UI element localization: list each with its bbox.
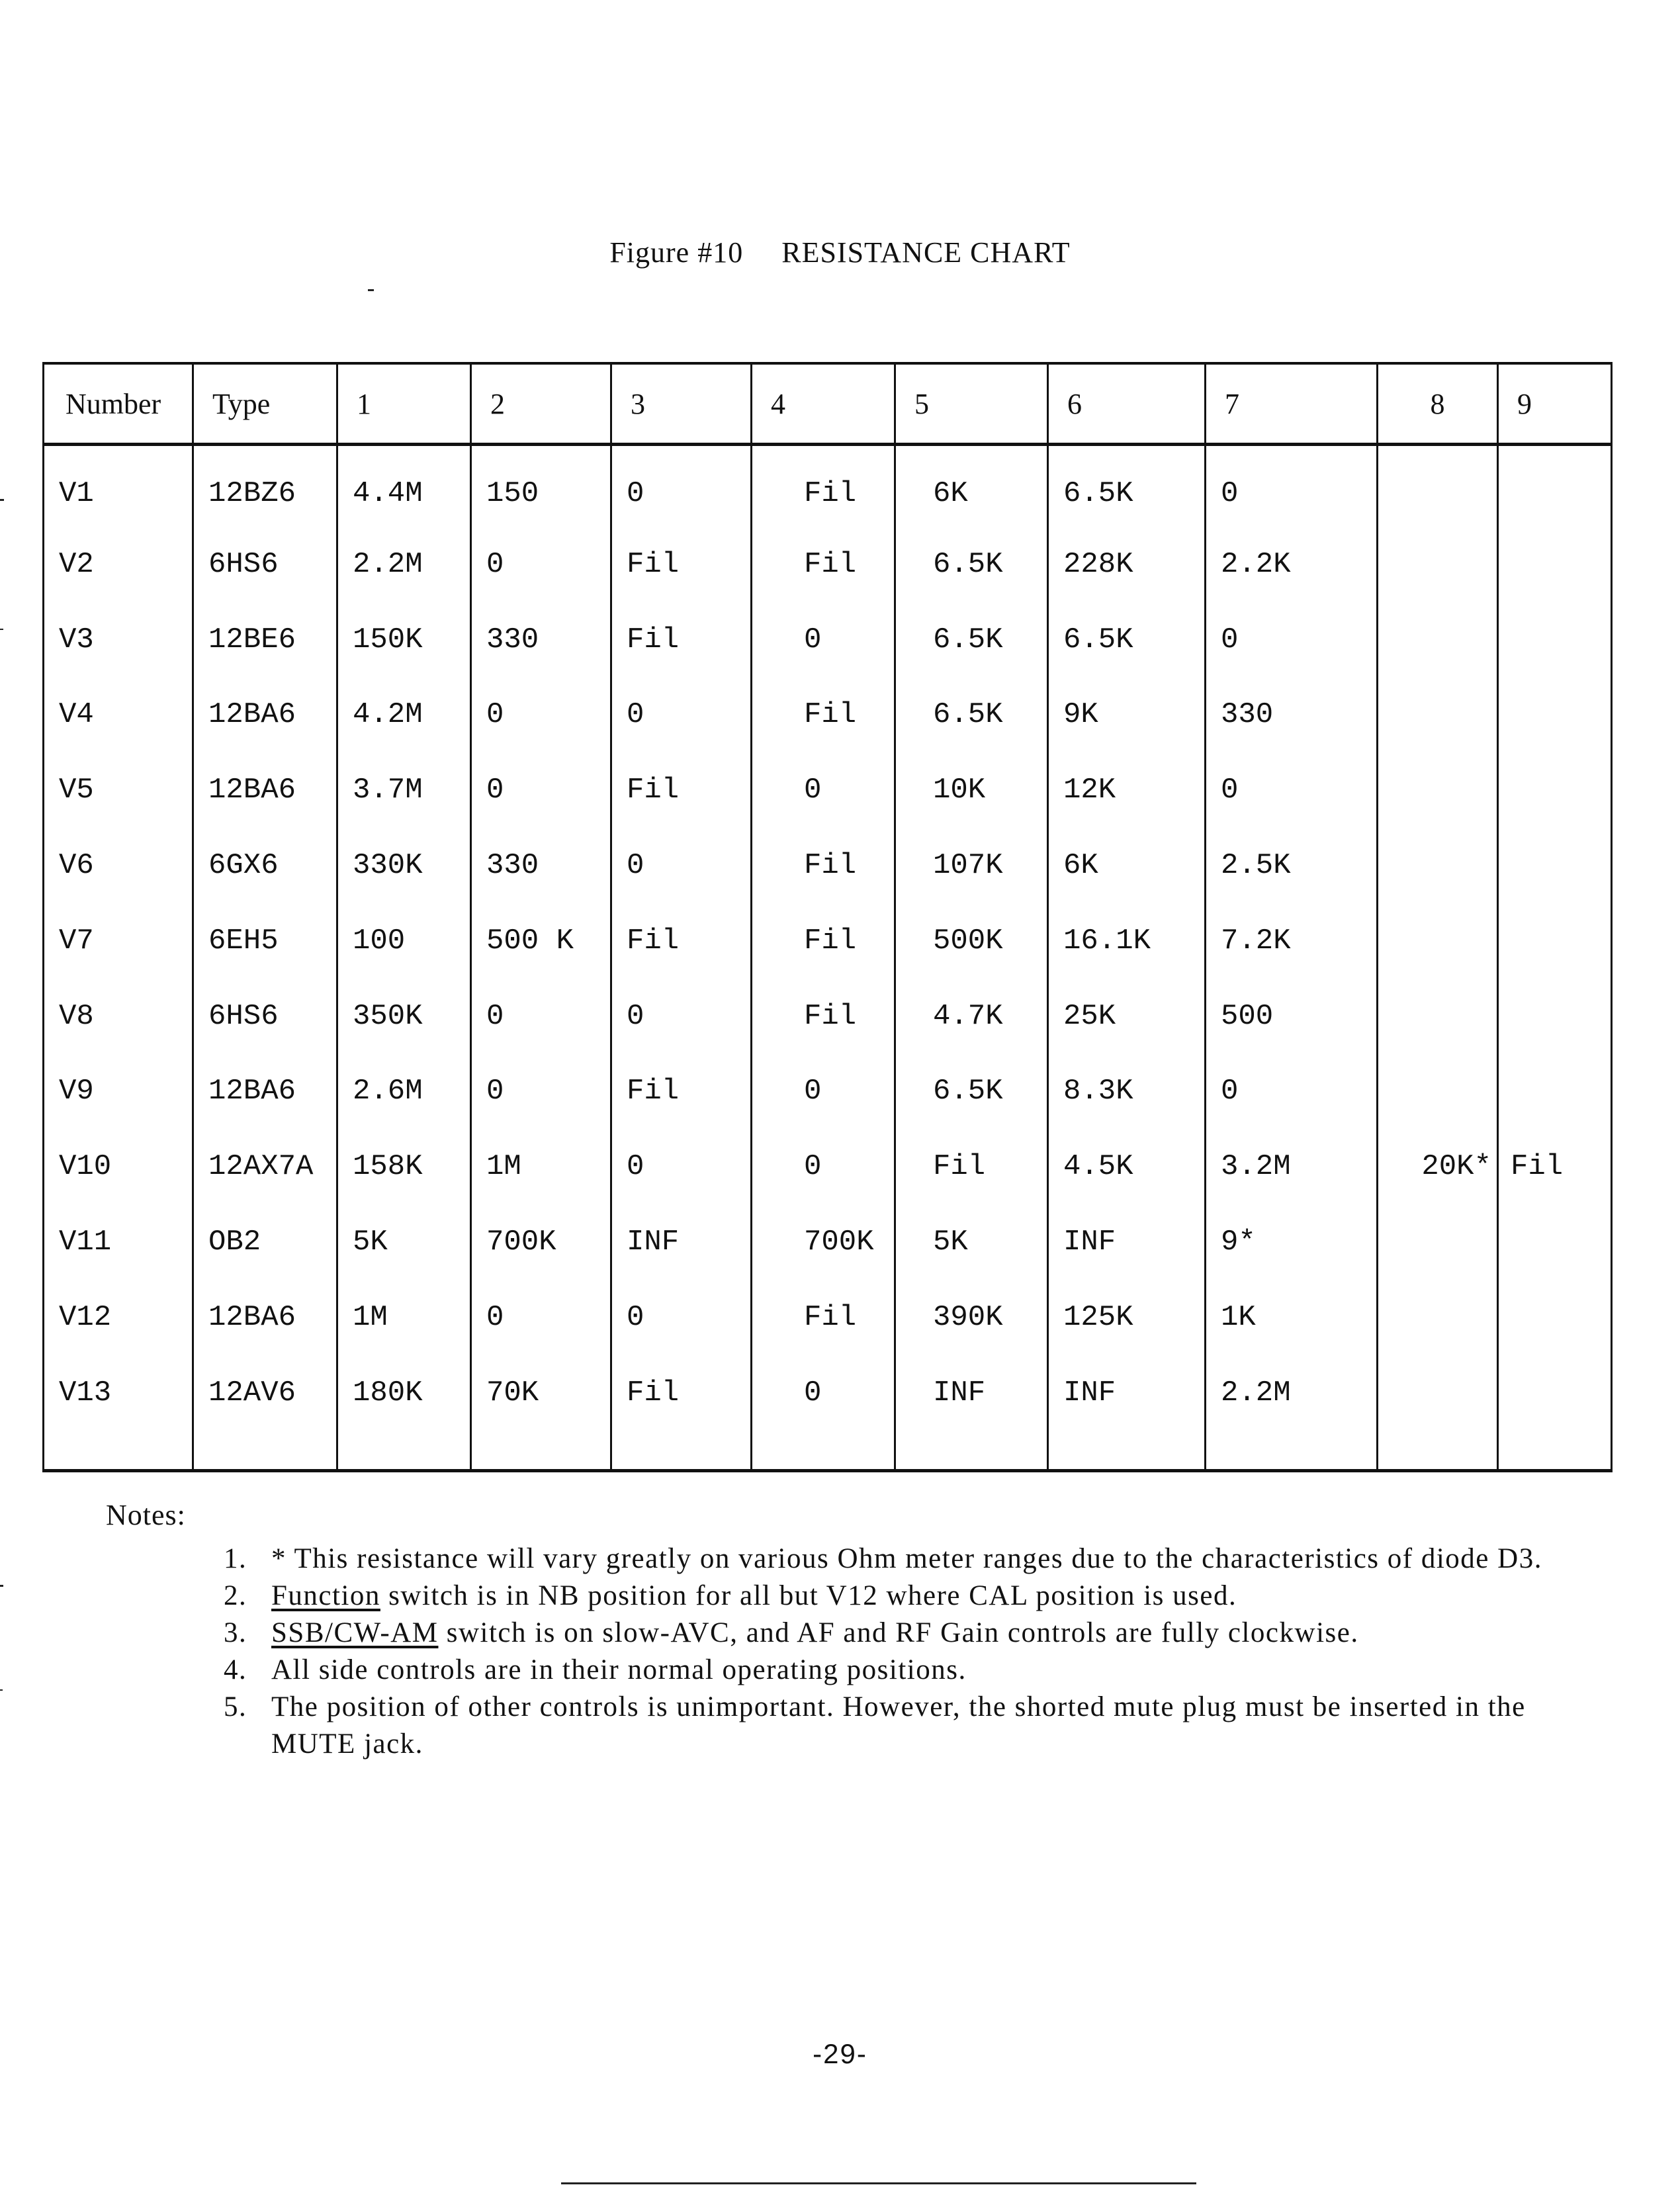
pin-3-resistance: 0: [611, 828, 752, 903]
pin-3-resistance: 0: [611, 678, 752, 753]
pin-5-resistance: 6.5K: [895, 1054, 1048, 1130]
pin-1-resistance: 150K: [337, 602, 471, 678]
pin-2-resistance: 0: [471, 527, 611, 602]
tube-number: V3: [44, 602, 193, 678]
scan-mark: [0, 499, 4, 501]
pin-5-resistance: INF: [895, 1355, 1048, 1431]
pin-1-resistance: 5K: [337, 1204, 471, 1280]
tube-type: 12AV6: [193, 1355, 337, 1431]
pin-5-resistance: 6K: [895, 445, 1048, 527]
pin-6-resistance: INF: [1048, 1204, 1206, 1280]
pin-7-resistance: 0: [1206, 602, 1378, 678]
pin-6-resistance: 16.1K: [1048, 903, 1206, 979]
pin-8-resistance: [1378, 1280, 1498, 1355]
tube-type: OB2: [193, 1204, 337, 1280]
pin-7-resistance: 2.2M: [1206, 1355, 1378, 1431]
pin-9-resistance: [1498, 828, 1612, 903]
pin-5-resistance: 6.5K: [895, 527, 1048, 602]
pin-2-resistance: 330: [471, 602, 611, 678]
note-item: [224, 1689, 1595, 1763]
empty-cell: [611, 1431, 752, 1471]
empty-cell: [337, 1431, 471, 1471]
note-number: 2.: [224, 1580, 247, 1611]
pin-3-resistance: Fil: [611, 602, 752, 678]
pin-2-resistance: 0: [471, 1280, 611, 1355]
pin-3-resistance: Fil: [611, 752, 752, 828]
table-header-row: [44, 363, 1612, 445]
resistance-chart-table: [42, 362, 1613, 1472]
pin-7-resistance: 2.5K: [1206, 828, 1378, 903]
pin-7-resistance: 1K: [1206, 1280, 1378, 1355]
pin-8-resistance: [1378, 678, 1498, 753]
pin-7-resistance: 7.2K: [1206, 903, 1378, 979]
pin-6-resistance: 6K: [1048, 828, 1206, 903]
pin-6-resistance: 6.5K: [1048, 602, 1206, 678]
note-number: 1.: [224, 1543, 247, 1574]
pin-2-resistance: 0: [471, 678, 611, 753]
tube-number: V5: [44, 752, 193, 828]
header-pin-6: 6: [1048, 363, 1206, 445]
empty-cell: [1206, 1431, 1378, 1471]
table-row: [44, 979, 1612, 1054]
pin-2-resistance: 70K: [471, 1355, 611, 1431]
tube-type: 6HS6: [193, 979, 337, 1054]
empty-cell: [895, 1431, 1048, 1471]
pin-3-resistance: 0: [611, 1129, 752, 1204]
tube-number: V1: [44, 445, 193, 527]
empty-cell: [1048, 1431, 1206, 1471]
pin-4-resistance: 700K: [752, 1204, 895, 1280]
pin-2-resistance: 150: [471, 445, 611, 527]
header-pin-7: 7: [1206, 363, 1378, 445]
pin-8-resistance: [1378, 752, 1498, 828]
table-row: [44, 527, 1612, 602]
pin-2-resistance: 0: [471, 752, 611, 828]
pin-4-resistance: Fil: [752, 527, 895, 602]
tube-number: V6: [44, 828, 193, 903]
pin-7-resistance: 0: [1206, 1054, 1378, 1130]
pin-9-resistance: [1498, 752, 1612, 828]
tube-number: V4: [44, 678, 193, 753]
pin-3-resistance: 0: [611, 445, 752, 527]
note-number: 3.: [224, 1617, 247, 1648]
pin-3-resistance: Fil: [611, 903, 752, 979]
pin-1-resistance: 2.2M: [337, 527, 471, 602]
table-row: [44, 903, 1612, 979]
pin-4-resistance: 0: [752, 1054, 895, 1130]
header-type: Type: [193, 363, 337, 445]
header-pin-5: 5: [895, 363, 1048, 445]
pin-1-resistance: 158K: [337, 1129, 471, 1204]
pin-8-resistance: [1378, 979, 1498, 1054]
chart-title: RESISTANCE CHART: [781, 236, 1071, 269]
figure-title: [0, 236, 1680, 269]
pin-6-resistance: 12K: [1048, 752, 1206, 828]
pin-6-resistance: INF: [1048, 1355, 1206, 1431]
pin-4-resistance: 0: [752, 1129, 895, 1204]
pin-3-resistance: 0: [611, 1280, 752, 1355]
pin-9-resistance: Fil: [1498, 1129, 1612, 1204]
header-pin-1: 1: [337, 363, 471, 445]
pin-8-resistance: [1378, 445, 1498, 527]
pin-7-resistance: 0: [1206, 445, 1378, 527]
table-row: [44, 445, 1612, 527]
tube-number: V8: [44, 979, 193, 1054]
pin-9-resistance: [1498, 1355, 1612, 1431]
note-item: [224, 1578, 1595, 1615]
pin-1-resistance: 3.7M: [337, 752, 471, 828]
pin-3-resistance: 0: [611, 979, 752, 1054]
pin-5-resistance: 5K: [895, 1204, 1048, 1280]
table-row: [44, 752, 1612, 828]
pin-2-resistance: 700K: [471, 1204, 611, 1280]
pin-2-resistance: 500 K: [471, 903, 611, 979]
tube-number: V10: [44, 1129, 193, 1204]
table-row: [44, 678, 1612, 753]
pin-5-resistance: 500K: [895, 903, 1048, 979]
pin-9-resistance: [1498, 527, 1612, 602]
pin-1-resistance: 4.2M: [337, 678, 471, 753]
pin-4-resistance: 0: [752, 602, 895, 678]
tube-type: 12AX7A: [193, 1129, 337, 1204]
pin-1-resistance: 2.6M: [337, 1054, 471, 1130]
pin-7-resistance: 330: [1206, 678, 1378, 753]
pin-7-resistance: 500: [1206, 979, 1378, 1054]
pin-5-resistance: 6.5K: [895, 678, 1048, 753]
pin-9-resistance: [1498, 602, 1612, 678]
scan-edge-line: [561, 2182, 1196, 2184]
tube-type: 12BA6: [193, 678, 337, 753]
note-number: 5.: [224, 1691, 247, 1722]
pin-9-resistance: [1498, 1280, 1612, 1355]
header-pin-4: 4: [752, 363, 895, 445]
note-text: * This resistance will vary greatly on various Ohm meter ranges due to the characteristics of diode D3.: [271, 1543, 1542, 1574]
tube-type: 12BA6: [193, 1280, 337, 1355]
table-body: [44, 445, 1612, 1471]
tube-type: 12BA6: [193, 752, 337, 828]
tube-type: 12BE6: [193, 602, 337, 678]
scan-mark: [0, 629, 3, 630]
pin-9-resistance: [1498, 445, 1612, 527]
pin-6-resistance: 228K: [1048, 527, 1206, 602]
pin-2-resistance: 0: [471, 1054, 611, 1130]
pin-7-resistance: 0: [1206, 752, 1378, 828]
header-pin-8: 8: [1378, 363, 1498, 445]
note-text: All side controls are in their normal operating positions.: [271, 1654, 967, 1685]
pin-2-resistance: 1M: [471, 1129, 611, 1204]
note-underlined-term: Function: [271, 1580, 380, 1611]
note-text: switch is on slow-AVC, and AF and RF Gain controls are fully clockwise.: [438, 1617, 1359, 1648]
pin-4-resistance: Fil: [752, 1280, 895, 1355]
note-text: switch is in NB position for all but V12 where CAL position is used.: [380, 1580, 1237, 1611]
pin-4-resistance: 0: [752, 752, 895, 828]
pin-4-resistance: 0: [752, 1355, 895, 1431]
table-row: [44, 1280, 1612, 1355]
figure-label: Figure #10: [609, 236, 744, 269]
pin-1-resistance: 330K: [337, 828, 471, 903]
pin-3-resistance: Fil: [611, 1054, 752, 1130]
tube-number: V7: [44, 903, 193, 979]
pin-8-resistance: [1378, 1355, 1498, 1431]
tube-type: 6EH5: [193, 903, 337, 979]
notes-section: [106, 1497, 1562, 1763]
pin-5-resistance: 6.5K: [895, 602, 1048, 678]
pin-9-resistance: [1498, 903, 1612, 979]
tube-number: V9: [44, 1054, 193, 1130]
empty-cell: [752, 1431, 895, 1471]
pin-1-resistance: 180K: [337, 1355, 471, 1431]
tube-number: V13: [44, 1355, 193, 1431]
pin-1-resistance: 4.4M: [337, 445, 471, 527]
pin-1-resistance: 350K: [337, 979, 471, 1054]
table-row: [44, 828, 1612, 903]
empty-cell: [193, 1431, 337, 1471]
pin-8-resistance: [1378, 828, 1498, 903]
pin-5-resistance: 4.7K: [895, 979, 1048, 1054]
tube-number: V11: [44, 1204, 193, 1280]
pin-4-resistance: Fil: [752, 903, 895, 979]
pin-5-resistance: 107K: [895, 828, 1048, 903]
pin-9-resistance: [1498, 979, 1612, 1054]
pin-8-resistance: [1378, 1204, 1498, 1280]
pin-5-resistance: Fil: [895, 1129, 1048, 1204]
pin-7-resistance: 3.2M: [1206, 1129, 1378, 1204]
note-text: The position of other controls is unimportant. However, the shorted mute plug must be inserted in the MUTE jack.: [271, 1691, 1526, 1760]
table-row: [44, 1355, 1612, 1431]
pin-8-resistance: [1378, 527, 1498, 602]
pin-6-resistance: 25K: [1048, 979, 1206, 1054]
pin-8-resistance: [1378, 1054, 1498, 1130]
header-pin-9: 9: [1498, 363, 1612, 445]
page-number: -29-: [813, 2038, 867, 2069]
table-bottom-spacer: [44, 1431, 1612, 1471]
table-row: [44, 1204, 1612, 1280]
table-row: [44, 602, 1612, 678]
note-item: [224, 1652, 1595, 1689]
pin-9-resistance: [1498, 678, 1612, 753]
tube-type: 12BZ6: [193, 445, 337, 527]
tube-type: 6GX6: [193, 828, 337, 903]
pin-6-resistance: 125K: [1048, 1280, 1206, 1355]
note-item: [224, 1540, 1595, 1578]
pin-8-resistance: 20K*: [1378, 1129, 1498, 1204]
pin-4-resistance: Fil: [752, 979, 895, 1054]
header-pin-3: 3: [611, 363, 752, 445]
pin-7-resistance: 2.2K: [1206, 527, 1378, 602]
pin-8-resistance: [1378, 903, 1498, 979]
table-row: [44, 1054, 1612, 1130]
tube-number: V12: [44, 1280, 193, 1355]
note-number: 4.: [224, 1654, 247, 1685]
pin-5-resistance: 390K: [895, 1280, 1048, 1355]
notes-heading: Notes:: [106, 1499, 186, 1531]
tube-type: 12BA6: [193, 1054, 337, 1130]
header-number: Number: [44, 363, 193, 445]
pin-3-resistance: INF: [611, 1204, 752, 1280]
note-item: [224, 1615, 1595, 1652]
pin-6-resistance: 9K: [1048, 678, 1206, 753]
pin-6-resistance: 6.5K: [1048, 445, 1206, 527]
pin-9-resistance: [1498, 1054, 1612, 1130]
tube-number: V2: [44, 527, 193, 602]
scan-mark: [0, 1585, 3, 1587]
scan-mark: [368, 289, 374, 291]
pin-4-resistance: Fil: [752, 445, 895, 527]
pin-1-resistance: 1M: [337, 1280, 471, 1355]
pin-6-resistance: 8.3K: [1048, 1054, 1206, 1130]
pin-2-resistance: 330: [471, 828, 611, 903]
note-underlined-term: SSB/CW-AM: [271, 1617, 439, 1648]
table-row: [44, 1129, 1612, 1204]
scan-mark: [0, 1689, 3, 1691]
pin-1-resistance: 100: [337, 903, 471, 979]
pin-5-resistance: 10K: [895, 752, 1048, 828]
pin-9-resistance: [1498, 1204, 1612, 1280]
pin-3-resistance: Fil: [611, 1355, 752, 1431]
pin-4-resistance: Fil: [752, 678, 895, 753]
pin-4-resistance: Fil: [752, 828, 895, 903]
tube-type: 6HS6: [193, 527, 337, 602]
empty-cell: [471, 1431, 611, 1471]
pin-3-resistance: Fil: [611, 527, 752, 602]
pin-6-resistance: 4.5K: [1048, 1129, 1206, 1204]
empty-cell: [1498, 1431, 1612, 1471]
pin-7-resistance: 9*: [1206, 1204, 1378, 1280]
pin-2-resistance: 0: [471, 979, 611, 1054]
empty-cell: [44, 1431, 193, 1471]
header-pin-2: 2: [471, 363, 611, 445]
pin-8-resistance: [1378, 602, 1498, 678]
empty-cell: [1378, 1431, 1498, 1471]
